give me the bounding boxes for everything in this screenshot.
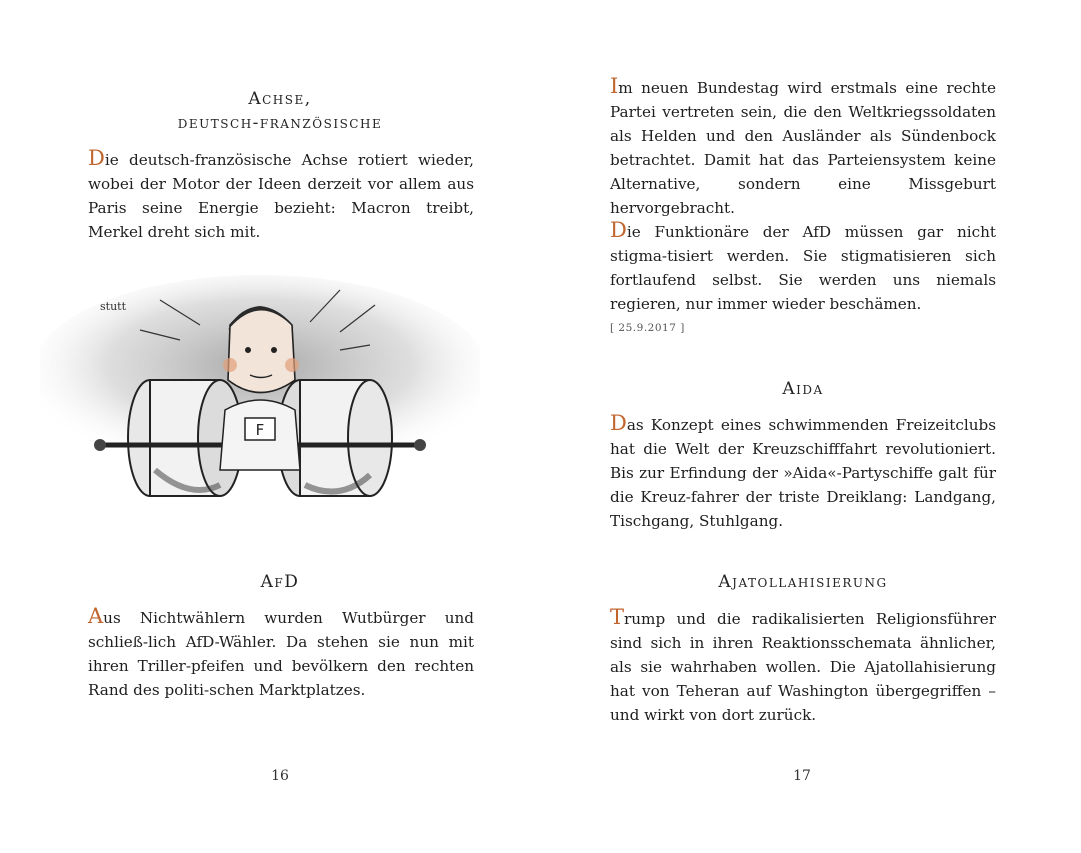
paragraph-ajatollahisierung [610, 607, 996, 727]
axle-cap-left [94, 439, 106, 451]
right-eye [271, 347, 277, 353]
paragraph-funktionaere [610, 220, 996, 316]
entry-title-afd [80, 570, 480, 594]
dropcap: D [610, 218, 627, 242]
paragraph-text: ie Funktionäre der AfD müssen gar nicht stigma-tisiert werden. Sie stigmatisieren sich fortlaufend selbst. Sie werden uns niemals regieren, nur immer wieder beschämen. [610, 223, 996, 313]
title-line: Aida [782, 379, 824, 399]
paragraph-afd [88, 606, 474, 702]
entry-title-ajatollahisierung [610, 570, 996, 594]
title-line: AfD [260, 572, 300, 592]
title-line: Ajatollahisierung [718, 572, 888, 592]
paragraph-text: m neuen Bundestag wird erstmals eine rechte Partei vertreten sein, die den Weltkriegssoldaten als Helden und den Ausländer als Sündenbock betrachtet. Damit hat das Parteiensystem keine Alternative, sondern eine Missgeburt hervorgebracht. [610, 79, 996, 217]
dropcap: I [610, 74, 619, 98]
paragraph-text: ie deutsch-französische Achse rotiert wieder, wobei der Motor der Ideen derzeit vor allem aus Paris seine Energie bezieht: Macron treibt, Merkel dreht sich mit. [88, 151, 474, 241]
page-number: 17 [793, 768, 811, 784]
caricature-illustration [40, 270, 480, 520]
dropcap: A [88, 604, 104, 628]
title-line: deutsch-französische [177, 113, 383, 133]
left-page [0, 0, 540, 853]
artist-signature: stutt [100, 300, 126, 313]
paragraph-bundestag [610, 76, 996, 220]
left-eye [245, 347, 251, 353]
right-page [540, 0, 1081, 853]
dropcap: D [610, 411, 627, 435]
paragraph-achse [88, 148, 474, 244]
paragraph-text: us Nichtwählern wurden Wutbürger und schließ-lich AfD-Wähler. Da stehen sie nun mit ihren Triller-pfeifen und bevölkern den rechten Rand des politi-schen Marktplatzes. [88, 609, 474, 699]
badge-letter: F [255, 421, 265, 439]
entry-title-aida [610, 377, 996, 401]
title-line: Achse, [248, 89, 312, 109]
dropcap: D [88, 146, 105, 170]
axle-cap-right [414, 439, 426, 451]
entry-date: [ 25.9.2017 ] [610, 322, 685, 334]
caricature-head [228, 308, 295, 393]
page-number: 16 [271, 768, 289, 784]
entry-title-achse [80, 87, 480, 135]
paragraph-aida [610, 413, 996, 533]
paragraph-text: rump und die radikalisierten Religionsführer sind sich in ihren Reaktionsschemata ähnlicher, als sie wahrhaben wollen. Die Ajatollahisierung hat von Teheran auf Washington übergegriffen – und wirkt von dort zurück. [610, 610, 996, 724]
paragraph-text: as Konzept eines schwimmenden Freizeitclubs hat die Welt der Kreuzschifffahrt revolutioniert. Bis zur Erfindung der »Aida«-Partyschiffe galt für die Kreuz-fahrer der triste Dreiklang: Landgang, Tischgang, Stuhlgang. [610, 416, 996, 530]
dropcap: T [610, 605, 625, 629]
